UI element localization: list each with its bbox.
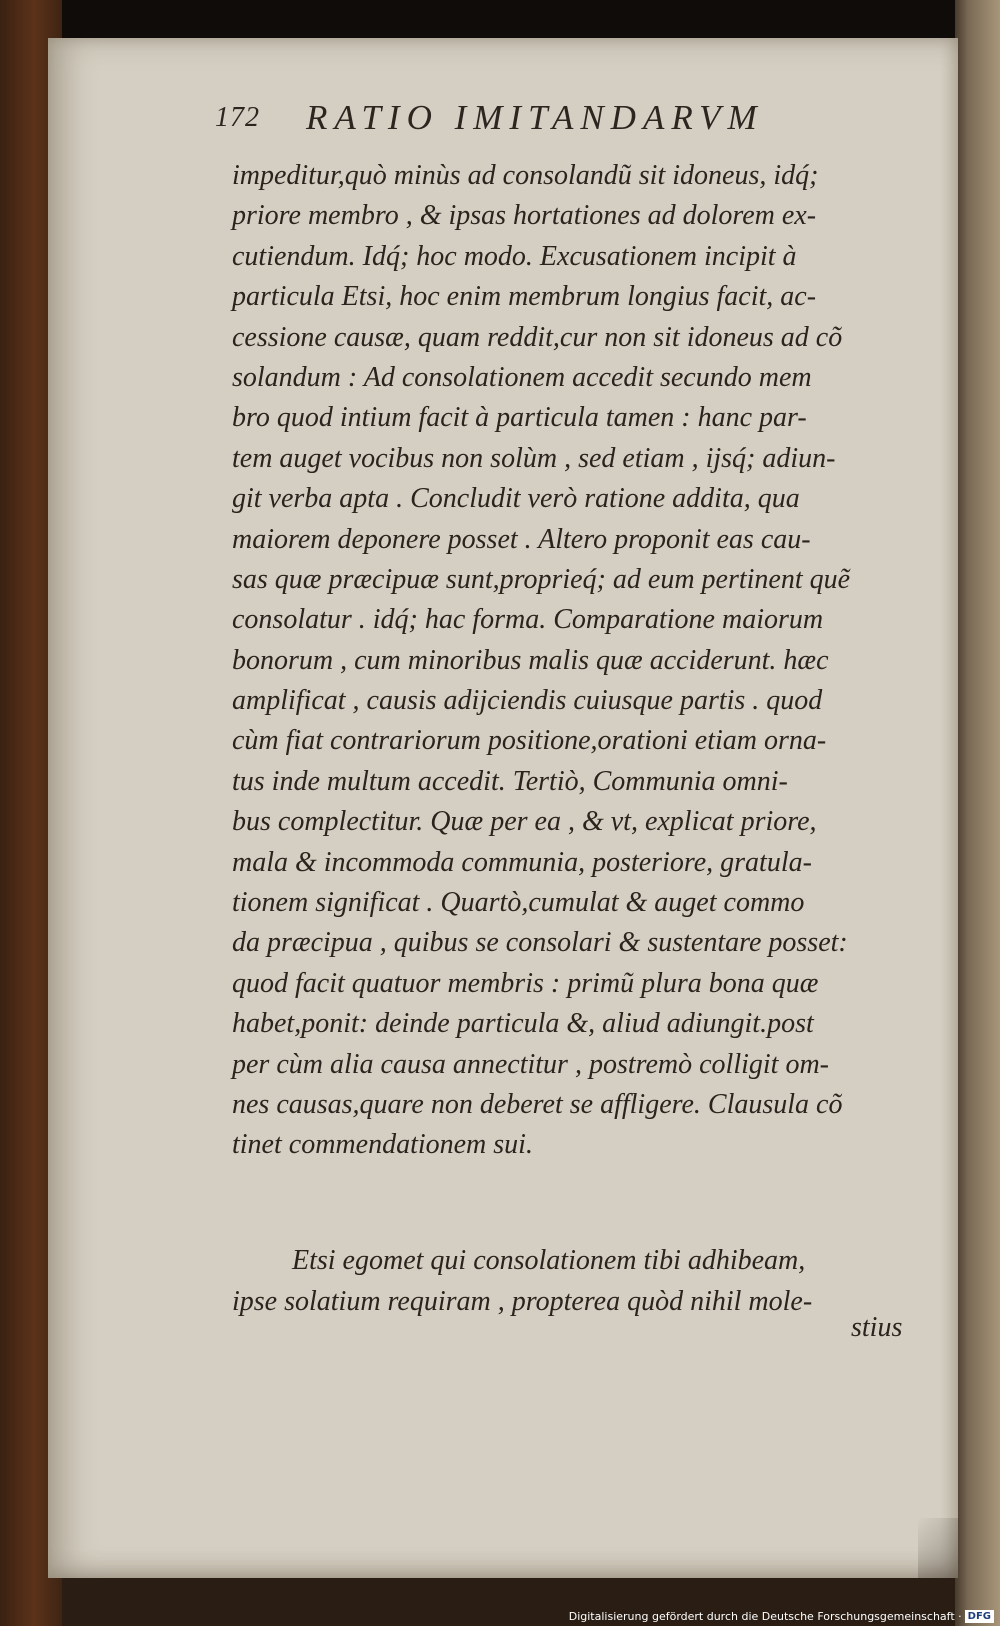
digitization-credit (568, 1606, 1000, 1626)
text-line: tus inde multum accedit. Tertiò, Communia omni- (232, 765, 788, 797)
page-number: 172 (215, 102, 260, 133)
text-line: priore membro , & ipsas hortationes ad dolorem ex- (232, 200, 817, 232)
text-line: bro quod intium facit à particula tamen : hanc par- (232, 402, 807, 434)
text-line: per cùm alia causa annectitur , postremò colligit om- (232, 1048, 829, 1080)
scan-top-band (0, 0, 1000, 38)
text-line: impeditur,quò minùs ad consolandũ sit idoneus, idq́; (232, 160, 819, 191)
text-line: tionem significat . Quartò,cumulat & auget commo (232, 887, 805, 919)
text-line: quod facit quatuor membris : primũ plura bona quæ (232, 967, 819, 999)
text-line: tem auget vocibus non solùm , sed etiam , ijsq́; adiun- (232, 442, 836, 474)
text-line: cutiendum. Idq́; hoc modo. Excusationem incipit à (232, 240, 797, 272)
text-line: habet,ponit: deinde particula &, aliud adiungit.post (232, 1008, 814, 1040)
text-line: bus complectitur. Quæ per ea , & vt, explicat priore, (232, 806, 817, 838)
text-line: consolatur . idq́; hac forma. Comparatione maiorum (232, 604, 824, 636)
text-line: maiorem deponere posset . Altero proponit eas cau- (232, 523, 811, 555)
text-line: sas quæ præcipuæ sunt,proprieq́; ad eum pertinent quẽ (232, 563, 851, 595)
dfg-logo: DFG (965, 1610, 994, 1623)
page-fore-edge (955, 0, 1000, 1626)
text-line: solandum : Ad consolationem accedit secundo mem (232, 361, 812, 393)
quoted-passage (232, 1240, 932, 1322)
quote-line: Etsi egomet qui consolationem tibi adhibeam, (292, 1245, 806, 1276)
text-line: particula Etsi, hoc enim membrum longius facit, ac- (232, 281, 817, 313)
text-line: bonorum , cum minoribus malis quæ acciderunt. hæc (232, 644, 829, 676)
text-line: amplificat , causis adijciendis cuiusque partis . quod (232, 685, 823, 717)
text-line: da præcipua , quibus se consolari & sustentare posset: (232, 927, 848, 959)
quote-line: ipse solatium requiram , propterea quòd nihil mole- (232, 1286, 813, 1317)
running-head (215, 98, 915, 146)
text-line: nes causas,quare non deberet se affligere. Clausula cõ (232, 1088, 843, 1120)
text-line: git verba apta . Concludit verò ratione addita, qua (232, 483, 800, 515)
text-line: cùm fiat contrariorum positione,orationi etiam orna- (232, 725, 827, 757)
running-title: RATIO IMITANDARVM (306, 98, 764, 137)
text-line: cessione causæ, quam reddit,cur non sit idoneus ad cõ (232, 321, 843, 353)
text-line: mala & incommoda communia, posteriore, gratula- (232, 846, 812, 878)
credit-text: Digitalisierung gefördert durch die Deutsche Forschungsgemeinschaft · (568, 1609, 962, 1623)
text-line: tinet commendationem sui. (232, 1129, 533, 1161)
catchword: stius (851, 1312, 903, 1343)
body-text (232, 156, 932, 1166)
